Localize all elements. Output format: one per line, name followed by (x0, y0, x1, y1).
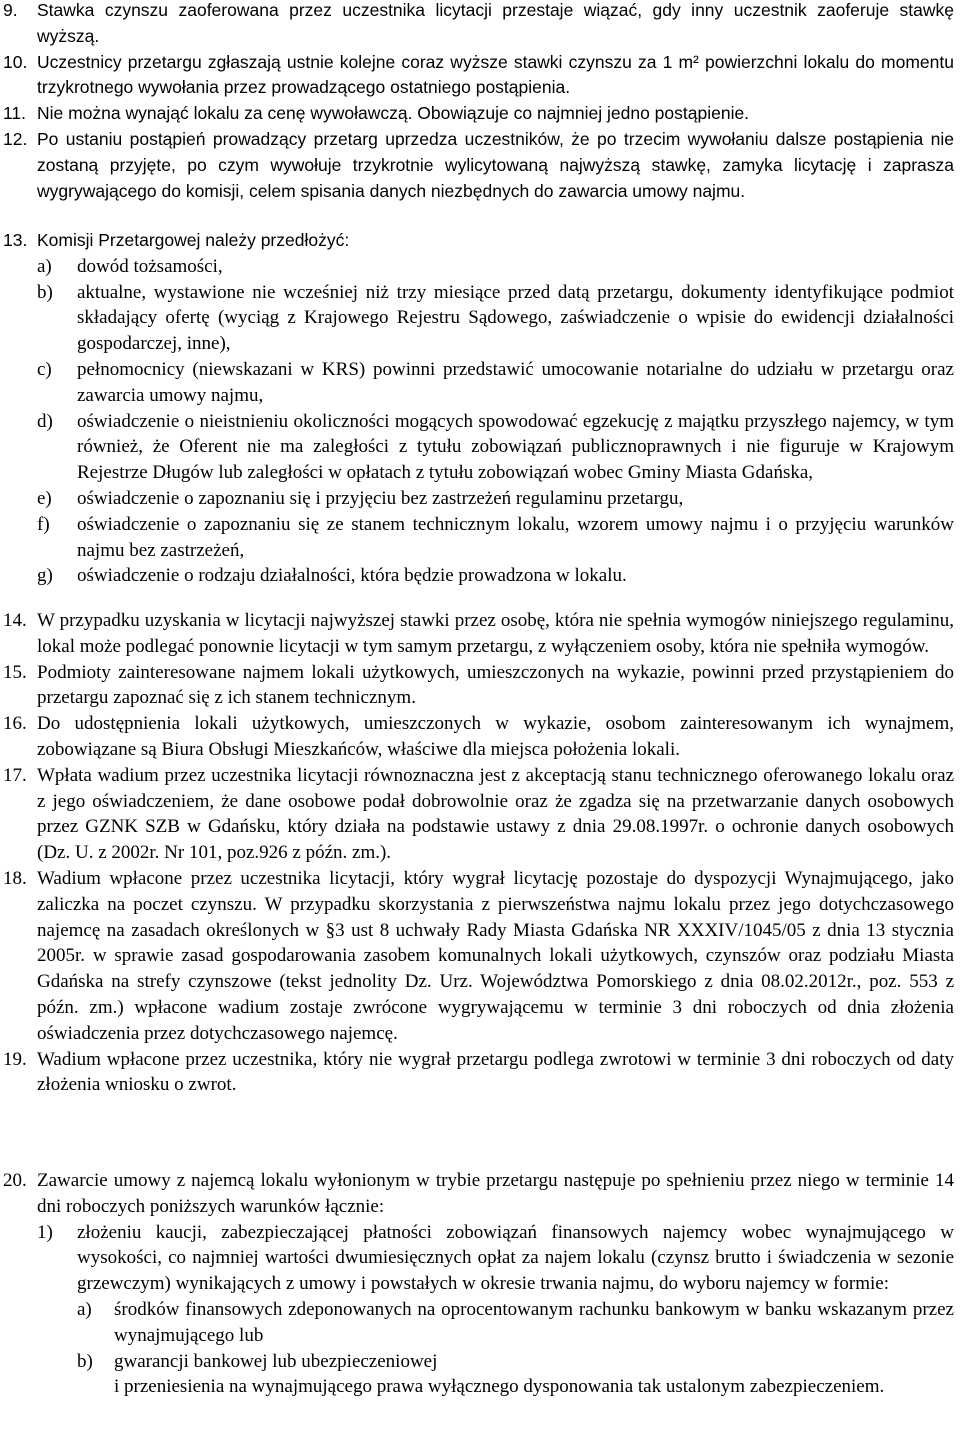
item-text: Po ustaniu postąpień prowadzący przetarg uprzedza uczestników, że po trzecim wywołaniu dalsze postąpienia nie zostaną przyjęte, po czym wywołuje trzykrotnie wylicytowaną najwyższą stawkę, zamyka licytację i zaprasza wygrywającego do komisji, celem spisania danych niezbędnych do zawarcia umowy najmu. (37, 128, 954, 201)
item-text: Wpłata wadium przez uczestnika licytacji równoznaczna jest z akceptacją stanu technicznego oferowanego lokalu oraz z jego oświadczeniem, że dane osobowe podał dobrowolnie oraz że zgadza się na przetwarzanie danych osobowych przez GZNK SZB w Gdańsku, który działa na podstawie ustawy z dnia 29.08.1997r. o ochronie danych osobowych (Dz. U. z 2002r. Nr 101, poz.926 z późn. zm.). (37, 764, 954, 864)
sub-item (0, 486, 960, 512)
item-text: Zawarcie umowy z najemcą lokalu wyłonionym w trybie przetargu następuje po spełnieniu przez niego w terminie 14 dni roboczych poniższych warunków łącznie: (37, 1170, 954, 1217)
list-item (0, 763, 960, 866)
sub-item (0, 409, 960, 486)
item-text: Do udostępnienia lokali użytkowych, umieszczonych w wykazie, osobom zainteresowanym ich wynajmem, zobowiązane są Biura Obsługi Mieszkańców, właściwe dla miejsca położenia lokali. (37, 713, 954, 760)
sub-item-text: oświadczenie o rodzaju działalności, która będzie prowadzona w lokalu. (77, 565, 627, 587)
item-number: 16. (3, 713, 27, 735)
sub-item-letter: 1) (37, 1221, 53, 1243)
sub-sub-item (0, 1297, 960, 1349)
sub-item (0, 1220, 960, 1297)
section-sans (0, 0, 960, 204)
sub-item-text: oświadczenie o nieistnieniu okoliczności mogących spowodować egzekucję z majątku przyszłego najemcy, w tym również, że Oferent nie ma zaległości z tytułu zobowiązań publicznoprawnych i nie figuruje w Krajowym Rejestrze Długów lub zaległości w opłatach z tytułu zobowiązań wobec Gminy Miasta Gdańska, (77, 410, 954, 484)
item-text: Stawka czynszu zaoferowana przez uczestnika licytacji przestaje wiązać, gdy inny uczestnik zaoferuje stawkę wyższą. (37, 0, 954, 46)
sub-item-letter: g) (37, 565, 53, 587)
list-item (0, 0, 960, 50)
list-item (0, 1047, 960, 1099)
item-text: W przypadku uzyskania w licytacji najwyższej stawki przez osobę, która nie spełnia wymogów niniejszego regulaminu, lokal może podlegać ponownie licytacji w tym samym przetargu, z wyłączeniem osoby, która nie spełniła wymogów. (37, 610, 954, 657)
list-item (0, 608, 960, 660)
section-item-20 (0, 1168, 960, 1400)
item-number: 15. (3, 661, 27, 683)
continuation-text: i przeniesienia na wynajmującego prawa wyłącznego dysponowania tak ustalonym zabezpieczeniem. (114, 1376, 885, 1398)
sub-item (0, 512, 960, 564)
item-number: 13. (3, 230, 28, 250)
sub-item-letter: c) (37, 358, 52, 380)
sub-item-text: dowód tożsamości, (77, 255, 223, 277)
item-text: Podmioty zainteresowane najmem lokali użytkowych, umieszczonych na wykazie, powinni przed przystąpieniem do przetargu zapoznać się z ich stanem technicznym. (37, 661, 954, 709)
list-item (0, 1168, 960, 1220)
list-item (0, 228, 960, 254)
sub-item-text: oświadczenie o zapoznaniu się i przyjęciu bez zastrzeżeń regulaminu przetargu, (77, 487, 684, 509)
sub-item-text: aktualne, wystawione nie wcześniej niż trzy miesiące przed datą przetargu, dokumenty identyfikujące podmiot składający ofertę (wyciąg z Krajowego Rejestru Sądowego, zaświadczenie o wpisie do ewidencji działalności gospodarczej, inne), (77, 281, 954, 355)
sub-item-text: złożeniu kaucji, zabezpieczającej płatności zobowiązań finansowych najemcy wobec wynajmującego w wysokości, co najmniej wartości dwumiesięcznych opłat za najem lokalu (czynsz brutto i świadczenia w sezonie grzewczym) wynikających z umowy i powstałych w okresie trwania najmu, do wyboru najemcy w formie: (77, 1221, 954, 1295)
list-item (0, 50, 960, 102)
section-item-13 (0, 228, 960, 589)
item-number: 9. (3, 0, 18, 20)
sub-sub-item-letter: a) (77, 1298, 92, 1320)
item-number: 18. (3, 867, 27, 889)
sub-sub-item-text: środków finansowych zdeponowanych na oprocentowanym rachunku bankowym w banku wskazanym przez wynajmującego lub (114, 1298, 954, 1346)
item-number: 10. (3, 51, 28, 72)
sub-item-letter: e) (37, 487, 52, 509)
sub-item-letter: b) (37, 281, 53, 303)
sub-item (0, 254, 960, 280)
sub-sub-item (0, 1349, 960, 1375)
sub-item-letter: a) (37, 255, 52, 277)
item-text: Wadium wpłacone przez uczestnika, który nie wygrał przetargu podlega zwrotowi w terminie 3 dni roboczych od daty złożenia wniosku o zwrot. (37, 1048, 954, 1096)
sub-item (0, 357, 960, 409)
item-number: 11. (3, 103, 27, 124)
item-text: Uczestnicy przetargu zgłaszają ustnie kolejne coraz wyższe stawki czynszu za 1 m² powierzchni lokalu do momentu trzykrotnego wywołania przez prowadzącego ostatniego postąpienia. (37, 51, 954, 98)
list-item (0, 127, 960, 204)
list-item (0, 660, 960, 712)
item-number: 12. (3, 128, 28, 149)
item-number: 20. (3, 1170, 27, 1191)
list-item (0, 866, 960, 1047)
item-text: Wadium wpłacone przez uczestnika licytacji, który wygrał licytację pozostaje do dyspozycji Wynajmującego, jako zaliczka na poczet czynszu. W przypadku skorzystania z pierwszeństwa najmu lokalu przez jego dotychczasowego najemcę na zasadach określonych w §3 ust 8 uchwały Rady Miasta Gdańska NR XXXIV/1045/05 z dnia 13 stycznia 2005r. w sprawie zasad gospodarowania zasobem komunalnych lokali użytkowych, czynszów oraz podziału Miasta Gdańska na strefy czynszowe (tekst jednolity Dz. Urz. Województwa Pomorskiego z dnia 08.02.2012r., poz. 553 z późn. zm.) wpłacone wadium zostaje zwrócone wygrywającemu w terminie 3 dni roboczych od dnia złożenia oświadczenia przez dotychczasowego najemcę. (37, 867, 954, 1044)
section-serif (0, 608, 960, 1098)
sub-item (0, 563, 960, 589)
item-number: 19. (3, 1048, 27, 1070)
item-number: 17. (3, 764, 27, 786)
list-item (0, 101, 960, 127)
sub-item-letter: d) (37, 410, 53, 432)
sub-item-text: oświadczenie o zapoznaniu się ze stanem technicznym lokalu, wzorem umowy najmu i o przyjęciu warunków najmu bez zastrzeżeń, (77, 513, 954, 561)
sub-sub-item-letter: b) (77, 1350, 93, 1372)
sub-item-text: pełnomocnicy (niewskazani w KRS) powinni przedstawić umocowanie notarialne do udziału w przetargu oraz zawarcia umowy najmu, (77, 358, 954, 406)
item-number: 14. (3, 610, 27, 631)
item-text: Komisji Przetargowej należy przedłożyć: (37, 230, 350, 250)
sub-sub-item-text: gwarancji bankowej lub ubezpieczeniowej (114, 1350, 438, 1372)
sub-item-letter: f) (37, 513, 50, 535)
sub-item (0, 280, 960, 357)
list-item (0, 711, 960, 763)
item-text: Nie można wynająć lokalu za cenę wywoławczą. Obowiązuje co najmniej jedno postąpienie. (37, 103, 750, 124)
